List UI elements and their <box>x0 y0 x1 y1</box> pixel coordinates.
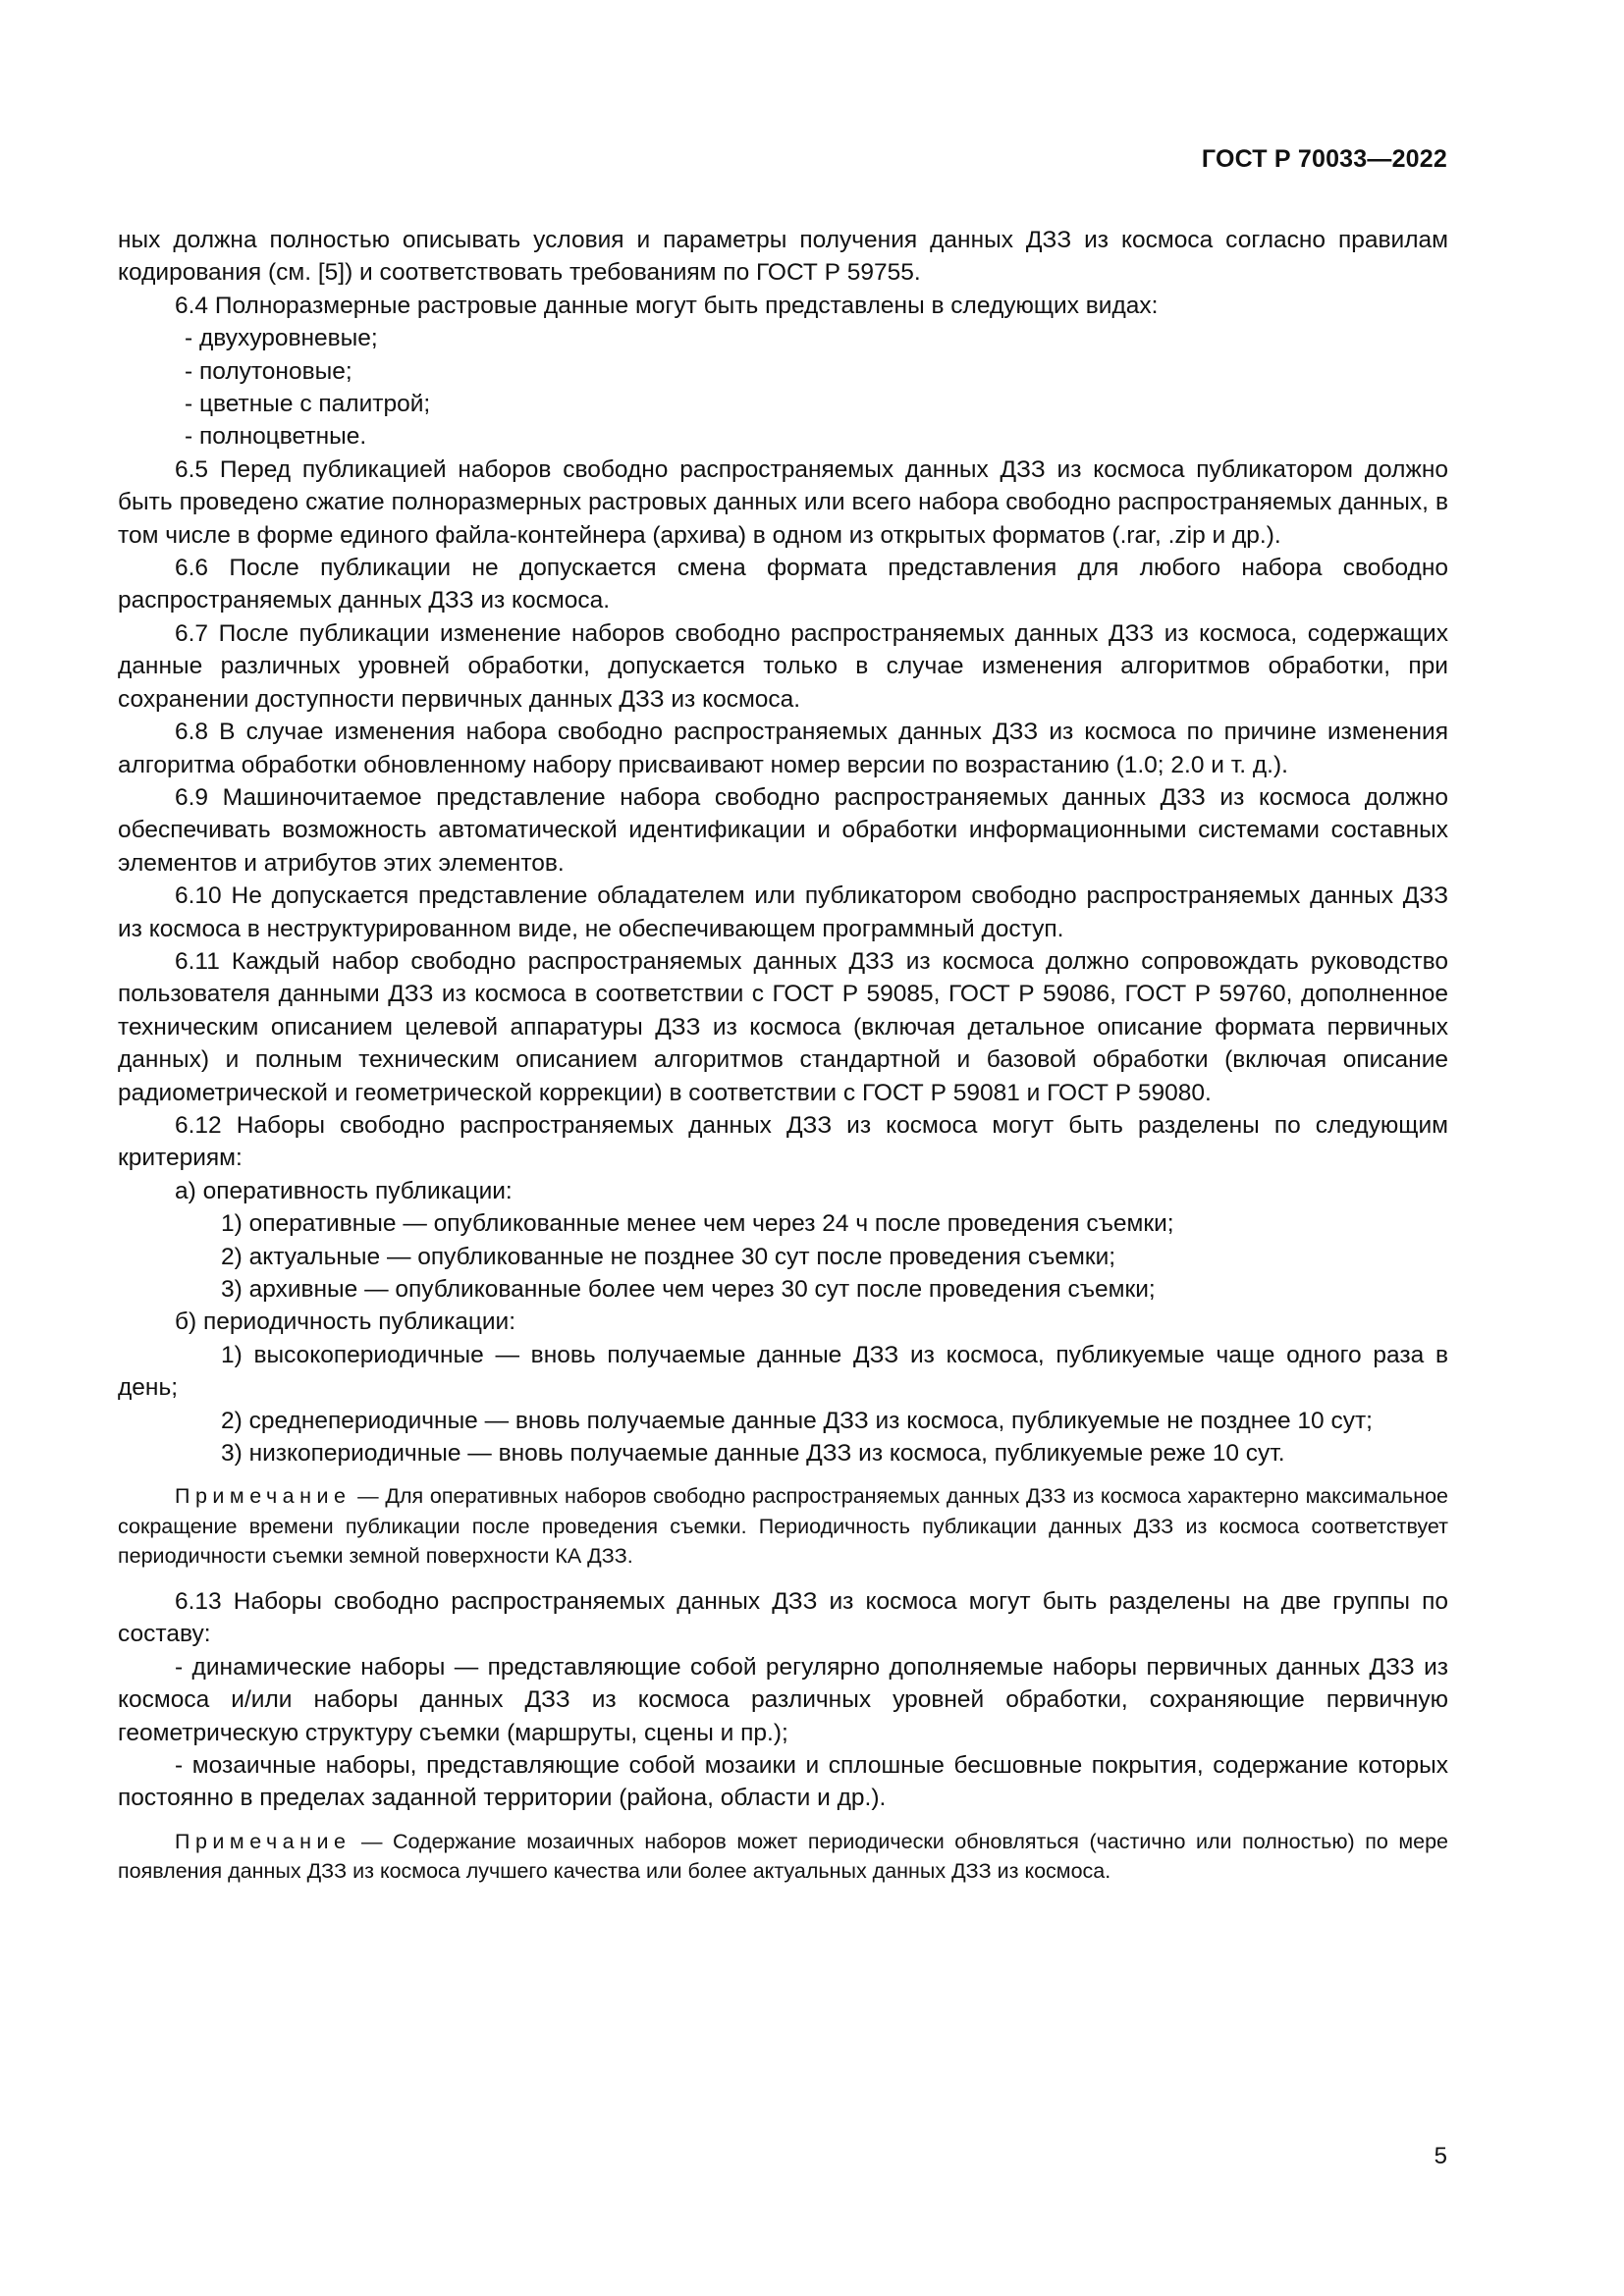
paragraph-6-5: 6.5 Перед публикацией наборов свободно распространяемых данных ДЗЗ из космоса публикатором должно быть проведено сжатие полноразмерных растровых данных или всего набора свободно распространяемых данных, в том числе в форме единого файла-контейнера (архива) в одном из открытых форматов (.rar, .zip и др.). <box>118 455 1448 549</box>
document-body <box>118 224 1448 1900</box>
paragraph-6-4: 6.4 Полноразмерные растровые данные могут быть представлены в следующих видах: <box>175 292 1159 319</box>
list-item: - динамические наборы — представляющие собой регулярно дополняемые наборы первичных данных ДЗЗ из космоса и/или наборы данных ДЗЗ из космоса различных уровней обработки, сохраняющие первичную геометрическую структуру съемки (маршруты, сцены и пр.); <box>118 1653 1448 1746</box>
list-item: - цветные с палитрой; <box>185 391 431 418</box>
paragraph-6-13: 6.13 Наборы свободно распространяемых данных ДЗЗ из космоса могут быть разделены на две группы по составу: <box>118 1587 1448 1648</box>
document-header: ГОСТ Р 70033—2022 <box>1201 145 1447 173</box>
note-label: Примечание <box>175 1484 352 1509</box>
paragraph-6-7: 6.7 После публикации изменение наборов свободно распространяемых данных ДЗЗ из космоса, содержащих данные различных уровней обработки, допускается только в случае изменения алгоритмов обработки, при сохранении доступности первичных данных ДЗЗ из космоса. <box>118 619 1448 713</box>
list-item: 3) низкопериодичные — вновь получаемые данные ДЗЗ из космоса, публикуемые реже 10 сут. <box>221 1440 1285 1468</box>
paragraph-6-12: 6.12 Наборы свободно распространяемых данных ДЗЗ из космоса могут быть разделены по следующим критериям: <box>118 1111 1448 1172</box>
note-text: — Для оперативных наборов свободно распространяемых данных ДЗЗ из космоса характерно максимальное сокращение времени публикации после проведения съемки. Периодичность публикации данных ДЗЗ из космоса соответствует периодичности съемки земной поверхности КА ДЗЗ. <box>118 1484 1448 1569</box>
paragraph-6-6: 6.6 После публикации не допускается смена формата представления для любого набора свободно распространяемых данных ДЗЗ из космоса. <box>118 555 1448 614</box>
list-item: 1) оперативные — опубликованные менее чем через 24 ч после проведения съемки; <box>221 1210 1174 1238</box>
note-2 <box>118 1827 1448 1887</box>
list-item: 1) высокопериодичные — вновь получаемые данные ДЗЗ из космоса, публикуемые чаще одного раза в день; <box>118 1341 1448 1402</box>
criterion-a: а) оперативность публикации: <box>175 1177 513 1204</box>
note-text: — Содержание мозаичных наборов может периодически обновляться (частично или полностью) по мере появления данных ДЗЗ из космоса лучшего качества или более актуальных данных ДЗЗ из космоса. <box>118 1829 1448 1884</box>
note-1 <box>118 1481 1448 1572</box>
list-item: - полутоновые; <box>185 357 352 385</box>
list-item: - полноцветные. <box>185 423 367 451</box>
page-number: 5 <box>1434 2143 1447 2169</box>
list-item: - двухуровневые; <box>185 325 378 352</box>
list-item: 2) среднепериодичные — вновь получаемые данные ДЗЗ из космоса, публикуемые не позднее 10 сут; <box>221 1407 1373 1434</box>
note-label: Примечание <box>175 1829 352 1853</box>
paragraph-6-8: 6.8 В случае изменения набора свободно распространяемых данных ДЗЗ из космоса по причине изменения алгоритма обработки обновленному набору присваивают номер версии по возрастанию (1.0; 2.0 и т. д.). <box>118 719 1448 778</box>
paragraph-continuation: ных должна полностью описывать условия и параметры получения данных ДЗЗ из космоса согласно правилам кодирования (см. [5]) и соответствовать требованиям по ГОСТ Р 59755. <box>118 227 1448 287</box>
list-item: 3) архивные — опубликованные более чем через 30 сут после проведения съемки; <box>221 1276 1156 1303</box>
paragraph-6-9: 6.9 Машиночитаемое представление набора свободно распространяемых данных ДЗЗ из космоса должно обеспечивать возможность автоматической идентификации и обработки информационными системами составных элементов и атрибутов этих элементов. <box>118 783 1448 877</box>
paragraph-6-10: 6.10 Не допускается представление обладателем или публикатором свободно распространяемых данных ДЗЗ из космоса в неструктурированном виде, не обеспечивающем программный доступ. <box>118 882 1448 942</box>
paragraph-6-11: 6.11 Каждый набор свободно распространяемых данных ДЗЗ из космоса должно сопровождать руководство пользователя данными ДЗЗ из космоса в соответствии с ГОСТ Р 59085, ГОСТ Р 59086, ГОСТ Р 59760, дополненное техническим описанием целевой аппаратуры ДЗЗ из космоса (включая детальное описание формата первичных данных) и полным техническим описанием алгоритмов стандартной и базовой обработки (включая описание радиометрической и геометрической коррекции) в соответствии с ГОСТ Р 59081 и ГОСТ Р 59080. <box>118 947 1448 1106</box>
list-item: - мозаичные наборы, представляющие собой мозаики и сплошные бесшовные покрытия, содержание которых постоянно в пределах заданной территории (района, области и др.). <box>118 1751 1448 1812</box>
list-item: 2) актуальные — опубликованные не позднее 30 сут после проведения съемки; <box>221 1243 1116 1270</box>
criterion-b: б) периодичность публикации: <box>175 1308 516 1336</box>
